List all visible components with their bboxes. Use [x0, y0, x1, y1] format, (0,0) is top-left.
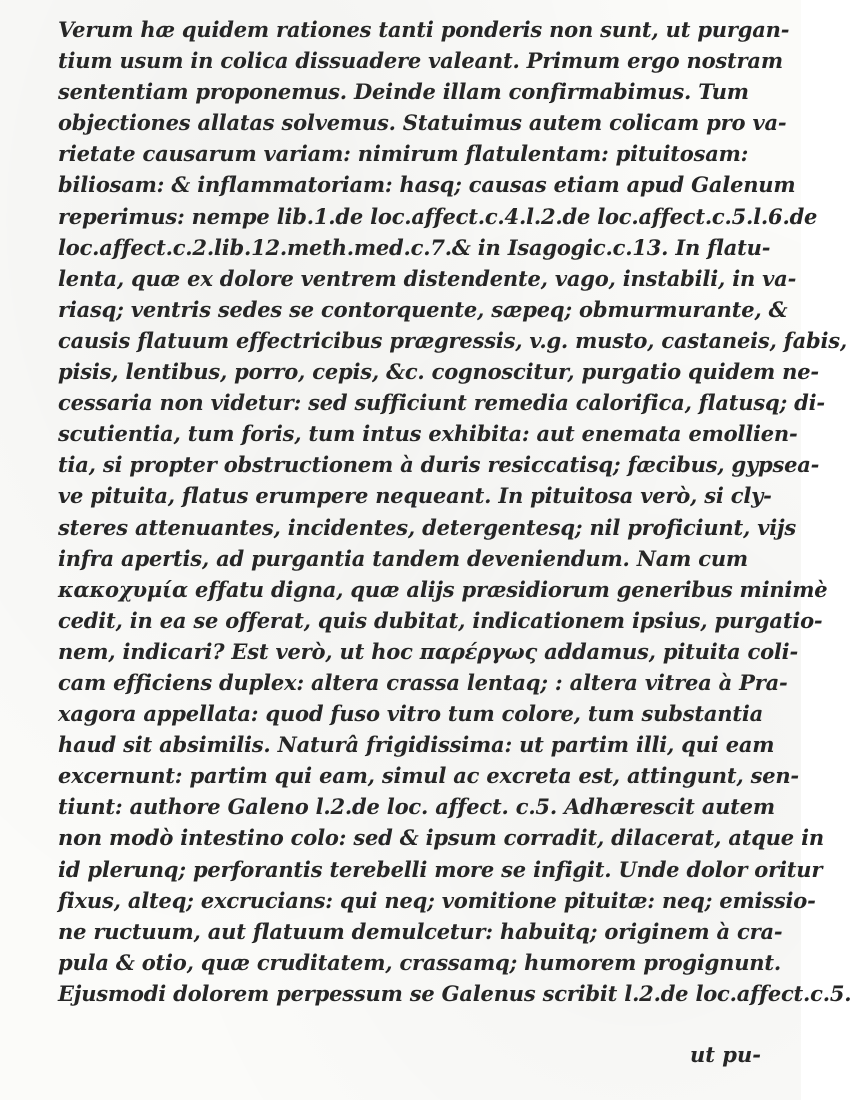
text-line: nem, indicari? Est verò, ut hoc παρέργως addamus, pituita coli-	[58, 638, 798, 664]
text-line: ne ructuum, aut flatuum demulcetur: habuitq; originem à cra-	[58, 918, 783, 944]
text-line: Verum hæ quidem rationes tanti ponderis non sunt, ut purgan-	[58, 17, 790, 42]
text-line: tium usum in colica dissuadere valeant. Primum ergo nostram	[58, 48, 783, 74]
text-line: lenta, quæ ex dolore ventrem distendente, vago, instabili, in va-	[58, 265, 797, 291]
text-line: κακοχυμία effatu digna, quæ alijs præsidiorum generibus minimè	[58, 576, 828, 602]
text-line: causis flatuum effectricibus prægressis, v.g. musto, castaneis, fabis,	[58, 327, 847, 353]
text-line: xagora appellata: quod fuso vitro tum colore, tum substantia	[58, 701, 764, 727]
text-line: objectiones allatas solvemus. Statuimus autem colicam pro va-	[58, 110, 787, 136]
text-line: haud sit absimilis. Naturâ frigidissima: ut partim illi, qui eam	[58, 732, 775, 758]
text-line: steres attenuantes, incidentes, detergentesq; nil proficiunt, vijs	[58, 514, 796, 540]
text-line: rietate causarum variam: nimirum flatulentam: pituitosam:	[58, 141, 749, 167]
text-line: fixus, alteq; excrucians: qui neq; vomitione pituitæ: neq; emissio-	[58, 887, 816, 913]
text-line: infra apertis, ad purgantia tandem deveniendum. Nam cum	[58, 545, 748, 571]
catchword: ut pu-	[690, 1042, 761, 1067]
text-line: cam efficiens duplex: altera crassa lentaq; : altera vitrea à Pra-	[58, 669, 788, 695]
text-line: pula & otio, quæ cruditatem, crassamq; humorem progignunt.	[58, 949, 781, 975]
text-line: Ejusmodi dolorem perpessum se Galenus scribit l.2.de loc.affect.c.5.	[58, 980, 851, 1006]
text-line: reperimus: nempe lib.1.de loc.affect.c.4.l.2.de loc.affect.c.5.l.6.de	[58, 203, 818, 229]
text-line: ve pituita, flatus erumpere nequeant. In pituitosa verò, si cly-	[58, 483, 772, 509]
text-line: biliosam: & inflammatoriam: hasq; causas etiam apud Galenum	[58, 172, 796, 198]
text-line: id plerunq; perforantis terebelli more se infigit. Unde dolor oritur	[58, 856, 823, 882]
text-line: tiunt: authore Galeno l.2.de loc. affect. c.5. Adhærescit autem	[58, 794, 775, 820]
text-line: pisis, lentibus, porro, cepis, &c. cognoscitur, purgatio quidem ne-	[58, 359, 819, 385]
text-line: non modò intestino colo: sed & ipsum corradit, dilacerat, atque in	[58, 825, 824, 851]
text-line: excernunt: partim qui eam, simul ac excreta est, attingunt, sen-	[58, 763, 799, 789]
text-line: scutientia, tum foris, tum intus exhibita: aut enemata emollien-	[58, 421, 798, 447]
text-line: tia, si propter obstructionem à duris resiccatisq; fæcibus, gypsea-	[58, 452, 820, 478]
text-line: loc.affect.c.2.lib.12.meth.med.c.7.& in Isagogic.c.13. In flatu-	[58, 234, 771, 260]
text-line: riasq; ventris sedes se contorquente, sæpeq; obmurmurante, &	[58, 296, 788, 322]
text-line: sententiam proponemus. Deinde illam confirmabimus. Tum	[58, 79, 749, 105]
text-line: cessaria non videtur: sed sufficiunt remedia calorifica, flatusq; di-	[58, 390, 825, 416]
text-line: cedit, in ea se offerat, quis dubitat, indicationem ipsius, purgatio-	[58, 607, 823, 633]
body-text	[58, 14, 851, 1009]
